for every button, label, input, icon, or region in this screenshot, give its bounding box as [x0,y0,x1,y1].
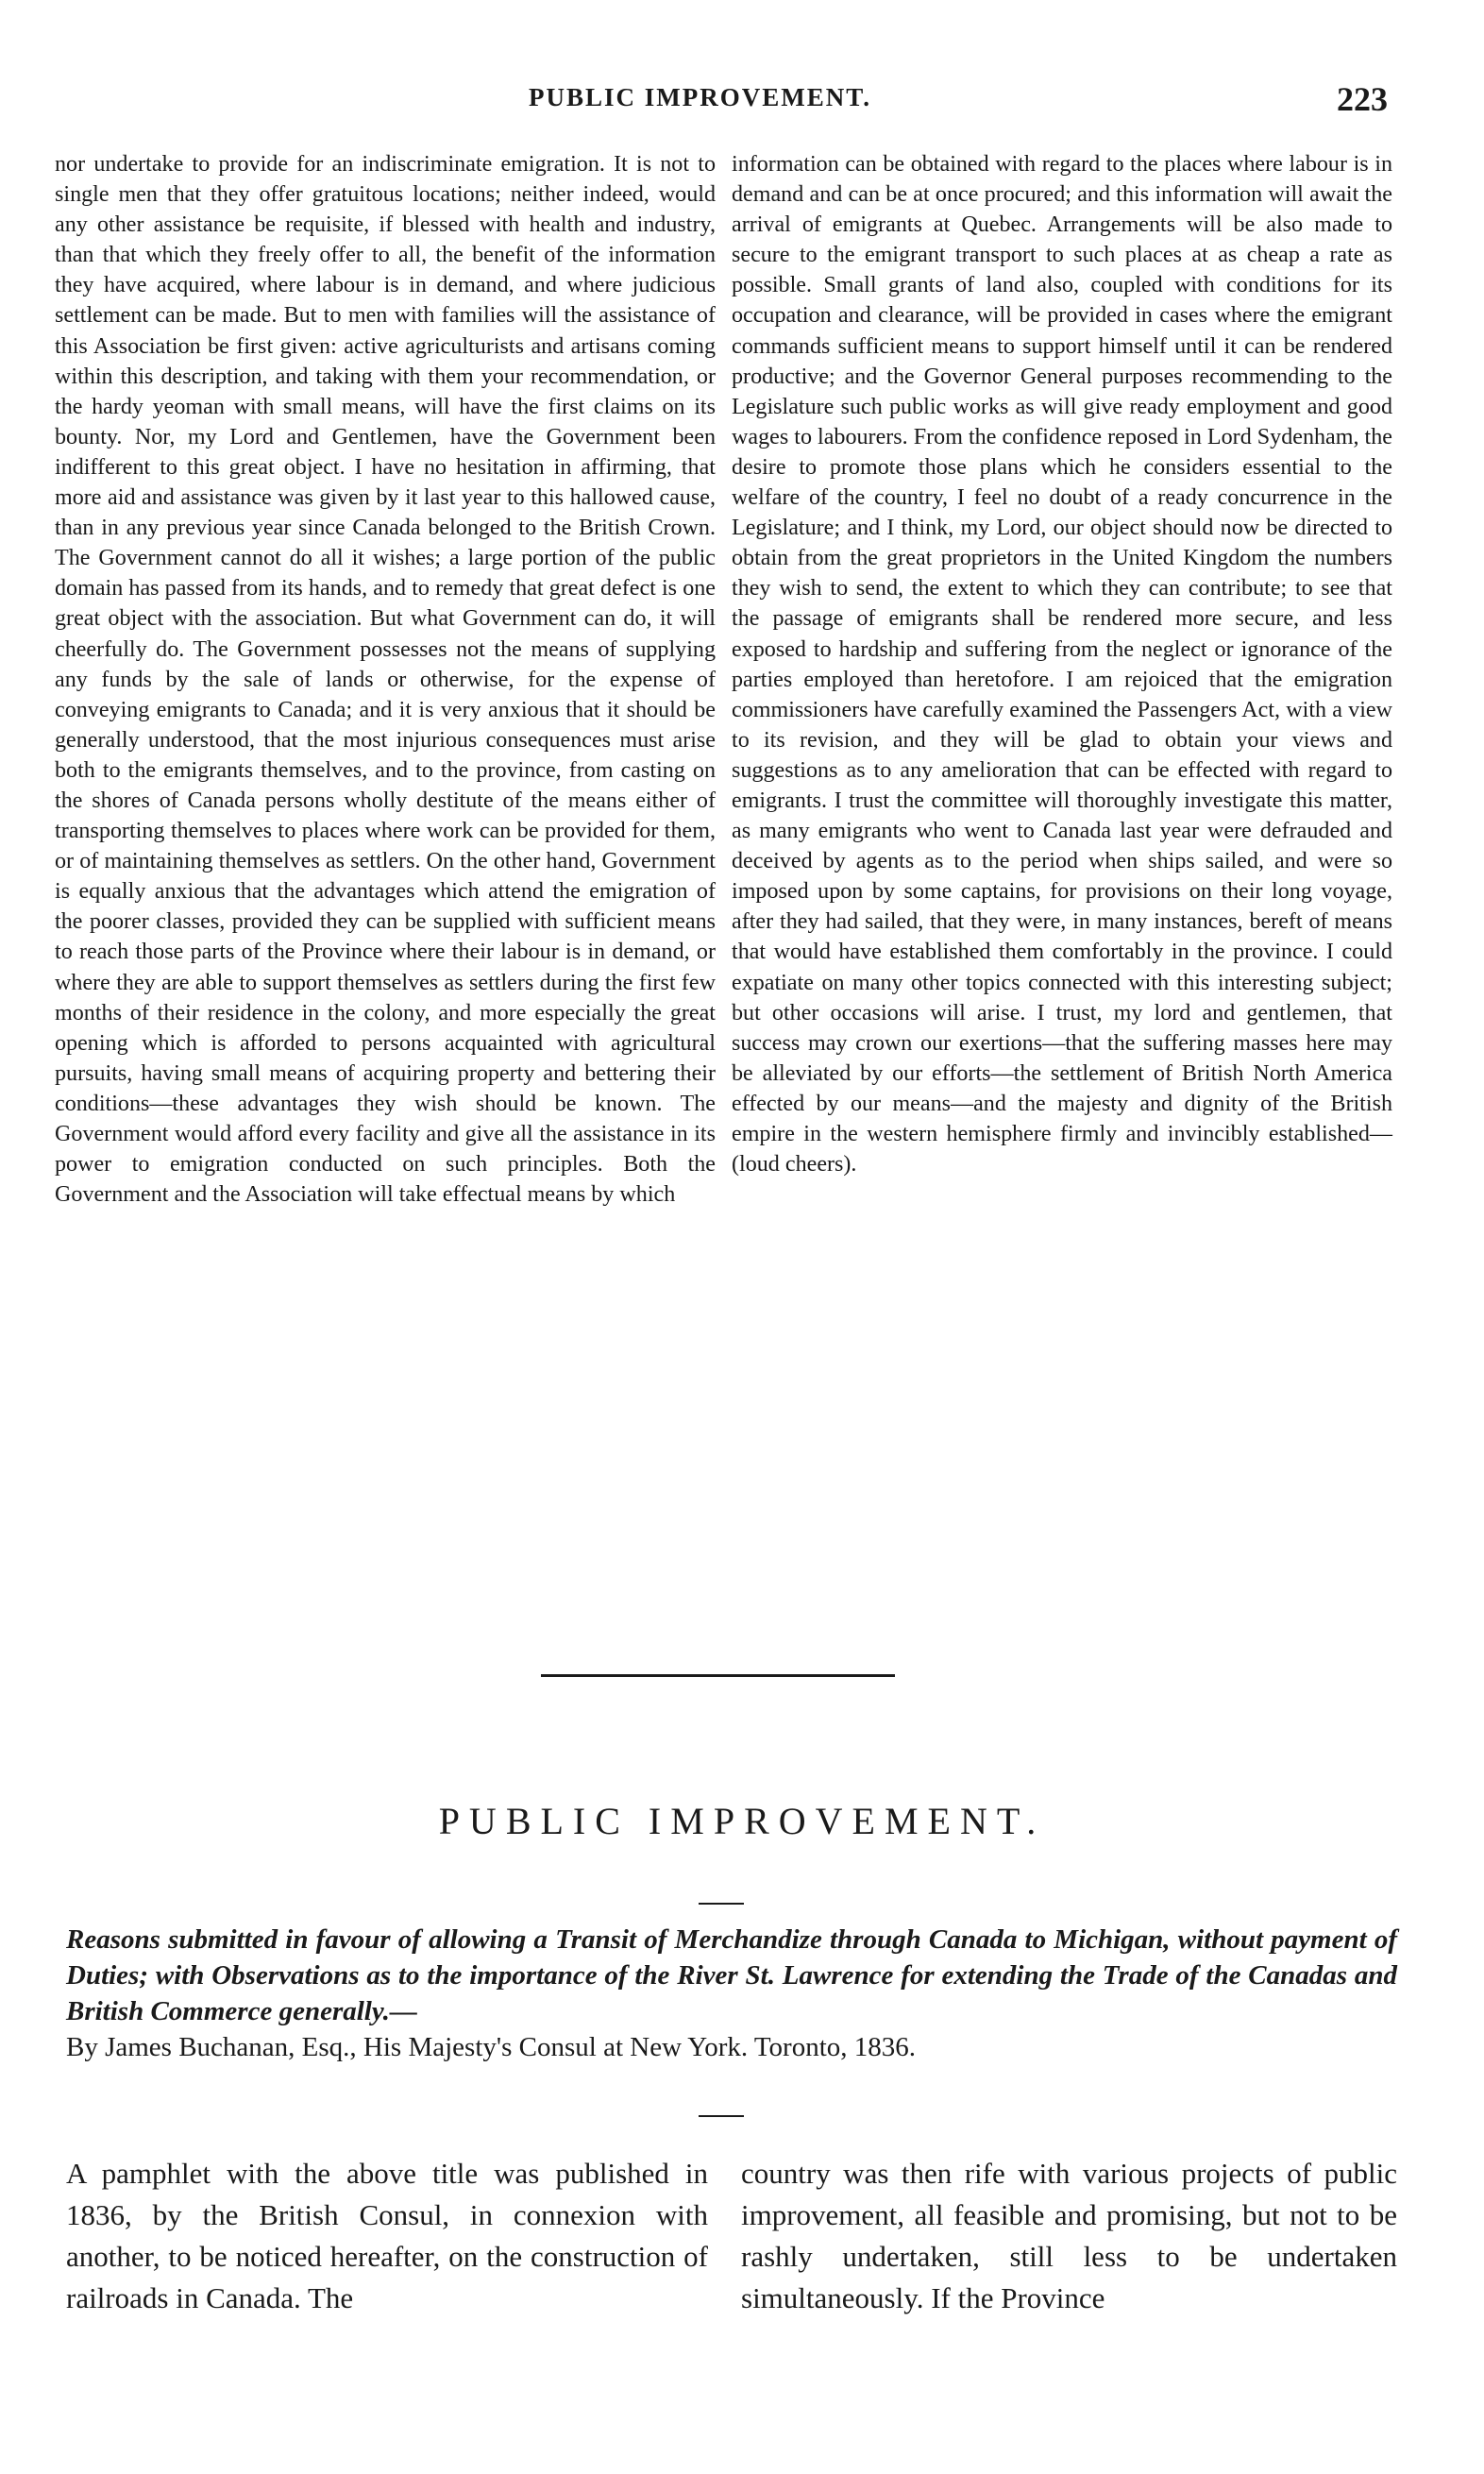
section-subtitle [66,1922,1397,2065]
left-column-text: nor undertake to provide for an indiscriminate emigration. It is not to single men that they offer gratuitous locations; neither indeed, would any other assistance be requisite, if blessed with health and industry, than that which they freely offer to all, the benefit of the information they have acquired, where labour is in demand, and where judicious settlement can be made. But to men with families will the assistance of this Association be first given: active agriculturists and artisans coming within this description, and taking with them your recommendation, or the hardy yeoman with small means, will have the first claims on its bounty. Nor, my Lord and Gentlemen, have the Government been indifferent to this great object. I have no hesitation in affirming, that more aid and assistance was given by it last year to this hallowed cause, than in any previous year since Canada belonged to the British Crown. The Government cannot do all it wishes; a large portion of the public domain has passed from its hands, and to remedy that great defect is one great object with the association. But what Government can do, it will cheerfully do. The Government possesses not the means of supplying any funds by the sale of lands or otherwise, for the expense of conveying emigrants to Canada; and it is very anxious that it should be generally understood, that the most injurious consequences must arise both to the emigrants themselves, and to the province, from casting on the shores of Canada persons wholly destitute of the means either of transporting themselves to places where work can be provided for them, or of maintaining themselves as settlers. On the other hand, Government is equally anxious that the advantages which attend the emigration of the poorer classes, provided they can be supplied with sufficient means to reach those parts of the Province where their labour is in demand, or where they are able to support themselves as settlers during the first few months of their residence in the colony, and more especially the great opening which is afforded to persons acquainted with agricultural pursuits, having small means of acquiring property and bettering their conditions—these advantages they wish should be known. The Government would afford every facility and give all the assistance in its power to emigration conducted on such principles. Both the Government and the Association will take effectual means by which [55,152,716,1208]
section-body-left [66,2153,708,2319]
right-column [732,149,1392,1179]
subtitle-text: Reasons submitted in favour of allowing a Transit of Merchandize through Canada to Michigan, without payment of Duties; with Observations as to the importance of the River St. Lawrence for extending the Trade of the Canadas and British Commerce generally.— [66,1924,1397,2026]
section-body-left-text: A pamphlet with the above title was published in 1836, by the British Consul, in connexion with another, to be noticed hereafter, on the construction of railroads in Canada. The [66,2157,708,2314]
section-title: PUBLIC IMPROVEMENT. [438,1800,1046,1842]
left-column [55,149,716,1210]
running-head: PUBLIC IMPROVEMENT. [529,83,872,111]
author-line: By James Buchanan, Esq., His Majesty's Consul at New York. Toronto, 1836. [66,2032,917,2062]
section-body-right-text: country was then rife with various projects of public improvement, all feasible and promising, but not to be rashly undertaken, still less to be undertaken simultaneously. If the Province [741,2157,1397,2314]
subtitle-rule [699,2115,744,2117]
page-number: 223 [1337,80,1388,118]
section-body-right [741,2153,1397,2319]
section-divider [541,1674,895,1677]
title-rule [699,1903,744,1905]
page-header [66,80,1388,121]
right-column-text: information can be obtained with regard to the places where labour is in demand and can be at once procured; and this information will await the arrival of emigrants at Quebec. Arrangements will be also made to secure to the emigrant transport to such places at as cheap a rate as possible. Small grants of land also, coupled with conditions for its occupation and clearance, will be provided in cases where the emigrant commands sufficient means to support himself until it can be rendered productive; and the Governor General purposes recommending to the Legislature such public works as will give ready employment and good wages to labourers. From the confidence reposed in Lord Sydenham, the desire to promote those plans which he considers essential to the welfare of the country, I feel no doubt of a ready concurrence in the Legislature; and I think, my Lord, our object should now be directed to obtain from the great proprietors in the United Kingdom the numbers they wish to send, the extent to which they can contribute; to see that the passage of emigrants shall be rendered more secure, and less exposed to hardship and suffering from the neglect or ignorance of the parties employed than heretofore. I am rejoiced that the emigration commissioners have carefully examined the Passengers Act, with a view to its revision, and they will be glad to obtain your views and suggestions as to any amelioration that can be effected with regard to emigrants. I trust the committee will thoroughly investigate this matter, as many emigrants who went to Canada last year were defrauded and deceived by agents as to the period when ships sailed, and were so imposed upon by some captains, for provisions on their long voyage, after they had sailed, that they were, in many instances, bereft of means that would have established them comfortably in the province. I could expatiate on many other topics connected with this interesting subject; but other occasions will arise. I trust, my lord and gentlemen, that success may crown our exertions—that the suffering masses here may be alleviated by our efforts—the settlement of British North America effected by our means—and the majesty and dignity of the British empire in the western hemisphere firmly and invincibly established—(loud cheers). [732,152,1392,1178]
